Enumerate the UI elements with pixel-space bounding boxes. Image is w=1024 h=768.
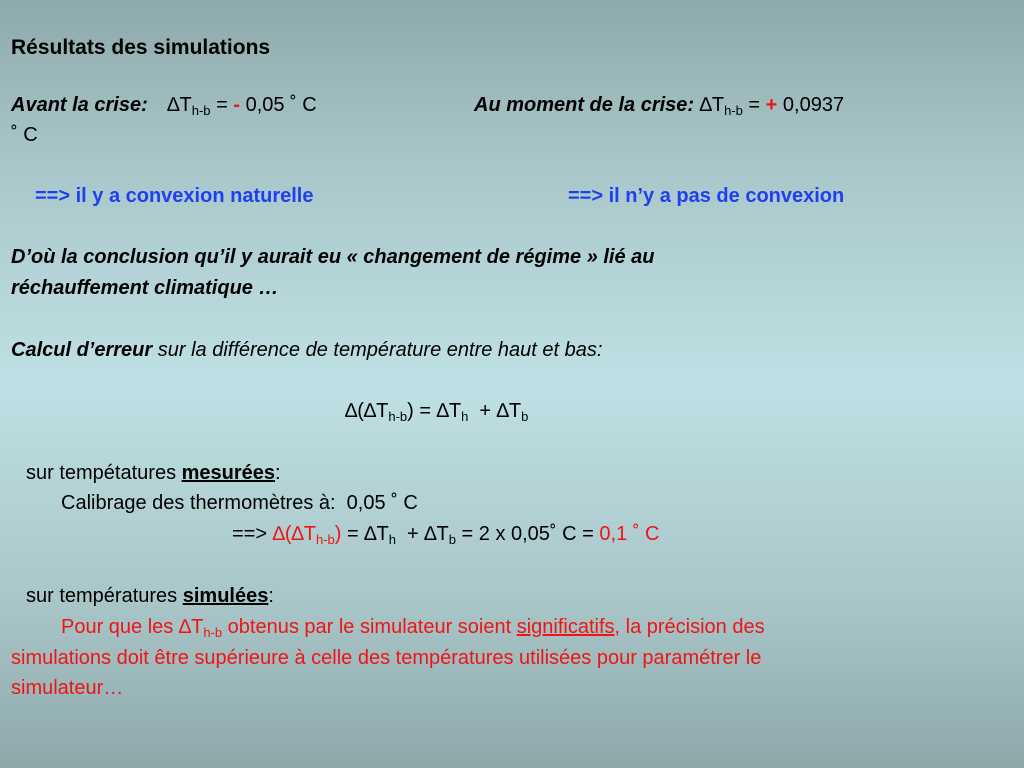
conclusion-line-1: D’où la conclusion qu’il y aurait eu « changement de régime » lié au (11, 246, 655, 268)
avant-sign: - (233, 94, 241, 116)
simulees-colon: : (268, 585, 274, 607)
simulees-heading (26, 584, 274, 608)
simulees-para-line-3: simulateur… (11, 677, 124, 699)
moment-label: Au moment de la crise: (474, 94, 695, 116)
calibrage-line: Calibrage des thermomètres à: 0,05 ˚ C (61, 492, 418, 514)
moment-line (474, 93, 844, 117)
result-arrow: ==> (232, 523, 273, 545)
moment-value: 0,0937 (777, 94, 845, 116)
calcul-rest: sur la différence de température entre haut et bas: (152, 339, 603, 361)
calcul-line (11, 338, 602, 362)
moment-sign: + (765, 94, 778, 116)
simulees-word: simulées (182, 585, 269, 607)
simulees-prefix: sur températures (26, 585, 183, 607)
formula-sub-b: b (521, 409, 529, 424)
result-value: 0,1 ˚ C (599, 523, 660, 545)
para-mid: obtenus par le simulateur soient (222, 616, 517, 638)
formula-open: ∆(∆T (345, 400, 389, 422)
para-sub-hb: h-b (203, 625, 223, 640)
avant-delta: ∆T (167, 94, 192, 116)
formula-sub-hb: h-b (388, 409, 408, 424)
result-close: ) (334, 523, 342, 545)
error-formula (345, 399, 528, 423)
avant-sub: h-b (191, 103, 211, 118)
result-sub-hb: h-b (315, 532, 335, 547)
para-start: Pour que les ∆T (61, 616, 204, 638)
conclusion-line-2: réchauffement climatique … (11, 277, 279, 299)
result-sub-h: h (388, 532, 396, 547)
mesurees-prefix: sur tempétatures (26, 462, 182, 484)
result-open: ∆(∆T (272, 523, 316, 545)
avant-value: 0,05 ˚ C (240, 94, 317, 116)
result-end: = 2 x 0,05˚ C = (455, 523, 600, 545)
moment-eq: = (742, 94, 766, 116)
moment-unit: ˚ C (11, 124, 38, 146)
moment-delta: ∆T (694, 94, 725, 116)
result-mid: = ∆T (341, 523, 389, 545)
convexion-no: ==> il n’y a pas de convexion (568, 185, 845, 207)
page-title: Résultats des simulations (11, 36, 271, 59)
moment-sub: h-b (724, 103, 743, 118)
mesurees-colon: : (275, 462, 281, 484)
result-plus: + ∆T (395, 523, 449, 545)
avant-line (11, 93, 317, 117)
convexion-yes: ==> il y a convexion naturelle (35, 185, 314, 207)
result-sub-b: b (448, 532, 456, 547)
simulees-para-line-2: simulations doit être supérieure à celle des températures utilisées pour paramétrer le (11, 647, 762, 669)
calcul-bold: Calcul d’erreur (11, 339, 153, 361)
avant-label: Avant la crise: (11, 94, 148, 116)
mesurees-heading (26, 461, 281, 485)
formula-mid: ) = ∆T (407, 400, 462, 422)
para-end: , la précision des (614, 616, 765, 638)
formula-plus: + ∆T (468, 400, 522, 422)
formula-sub-h: h (461, 409, 469, 424)
simulees-para-line-1 (61, 615, 765, 639)
avant-eq: = (210, 94, 234, 116)
para-significatifs: significatifs (516, 616, 615, 638)
mesurees-word: mesurées (181, 462, 276, 484)
mesurees-result-line (232, 522, 659, 546)
